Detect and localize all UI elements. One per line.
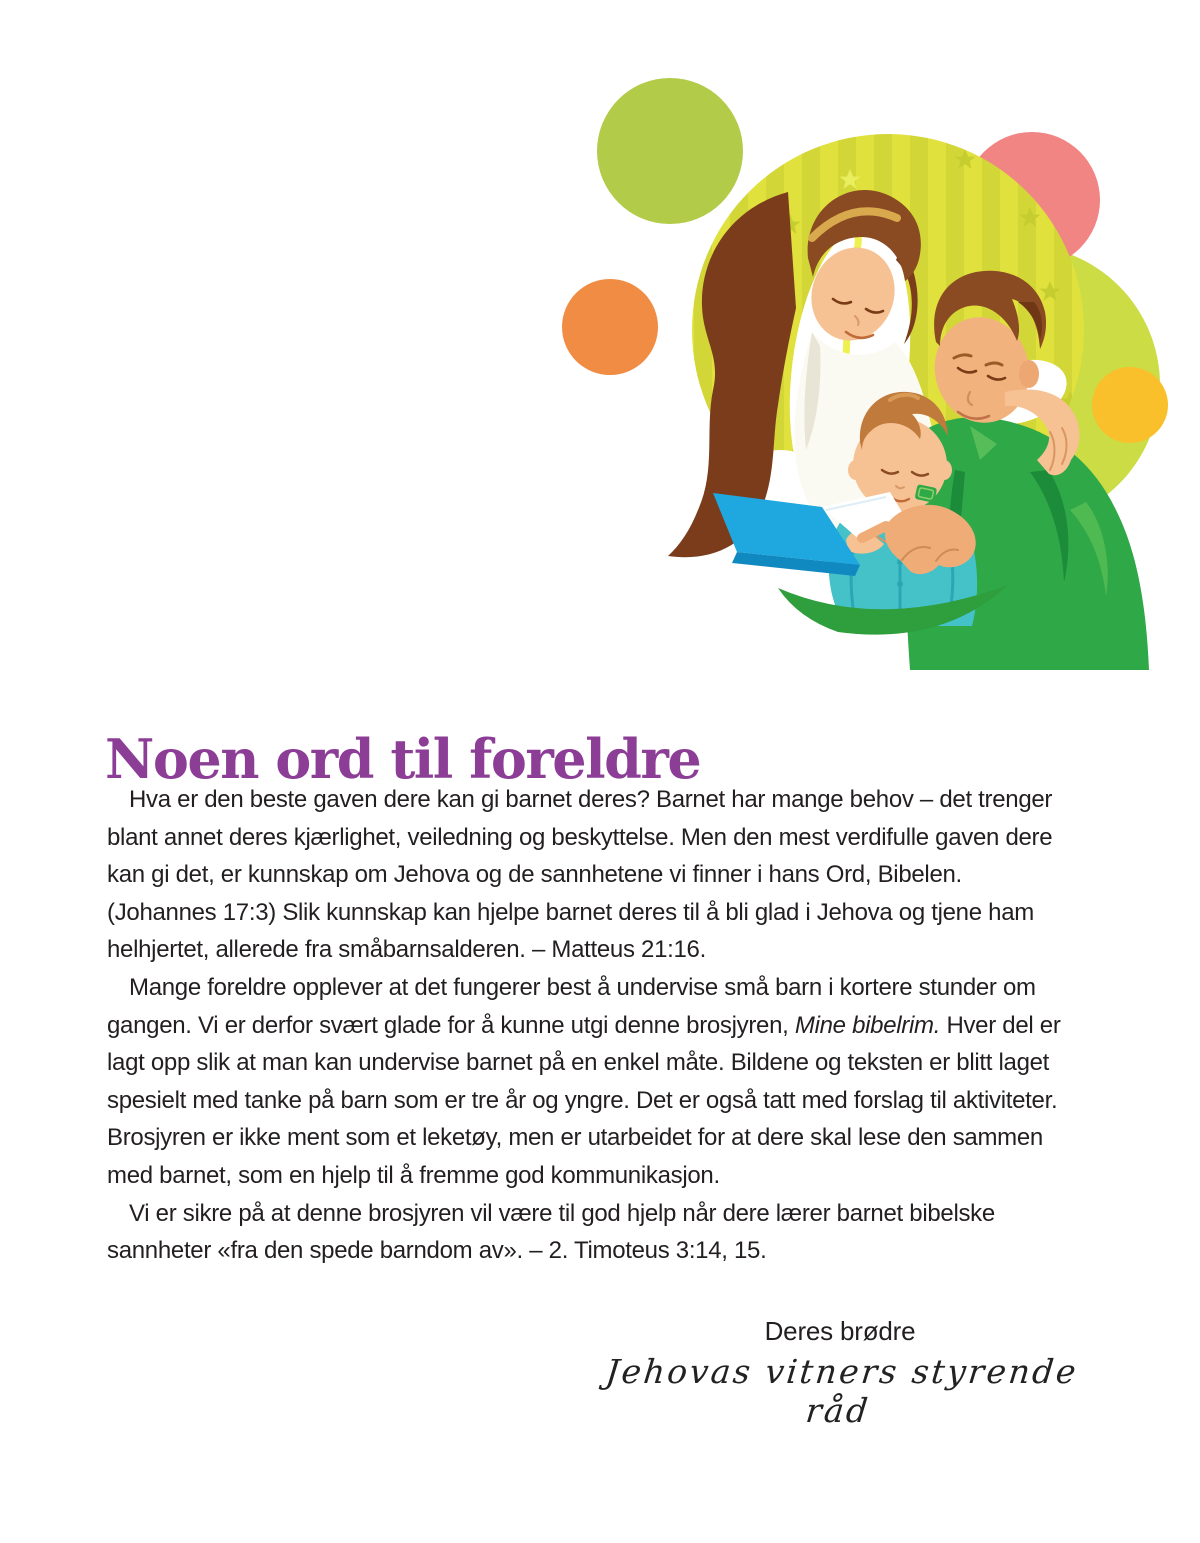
signature-salutation: Deres brødre bbox=[764, 1316, 916, 1346]
circle-lime bbox=[597, 78, 743, 224]
circle-gold bbox=[1092, 367, 1168, 443]
page-title: Noen ord til foreldre bbox=[105, 727, 701, 792]
booklet-title-italic: Mine bibelrim. bbox=[794, 1011, 941, 1039]
paragraph-2: Mange foreldre opplever at det fungerer best å undervise små barn i kortere stunder om gangen. Vi er derfor svært glade for å kunne utgi denne brosjyren, Mine bibelrim. Hver del er lagt opp slik at man kan undervise barnet på en enkel måte. Bildene og teksten er blitt laget spesielt med tanke på barn som er tre år og yngre. Det er også tatt med forslag til aktiviteter. Brosjyren er ikke ment som et leketøy, men er utarbeidet for at dere skal lese den sammen med barnet, som en hjelp til å fremme god kommunikasjon. bbox=[107, 973, 1061, 1189]
family-reading-illustration bbox=[550, 40, 1190, 670]
circle-orange bbox=[562, 279, 658, 375]
paragraph-3: Vi er sikre på at denne brosjyren vil være til god hjelp når dere lærer barnet bibelske sannheter «fra den spede barndom av». – 2. Timoteus 3:14, 15. bbox=[107, 1199, 995, 1265]
paragraph-1: Hva er den beste gaven dere kan gi barnet deres? Barnet har mange behov – det trenger blant annet deres kjærlighet, veiledning og beskyttelse. Men den mest verdifulle gaven dere kan gi det, er kunnskap om Jehova og de sannhetene vi finner i hans Ord, Bibelen. (Johannes 17:3) Slik kunnskap kan hjelpe barnet deres til å bli glad i Jehova og tjene ham helhjertet, allerede fra småbarnsalderen. – Matteus 21:16. bbox=[107, 786, 1053, 964]
signature-script: Jehovas vitners styrende råd bbox=[603, 1352, 1081, 1430]
father-ear bbox=[1019, 360, 1039, 388]
signature-block bbox=[600, 1316, 1080, 1430]
body-text bbox=[107, 781, 1075, 1270]
